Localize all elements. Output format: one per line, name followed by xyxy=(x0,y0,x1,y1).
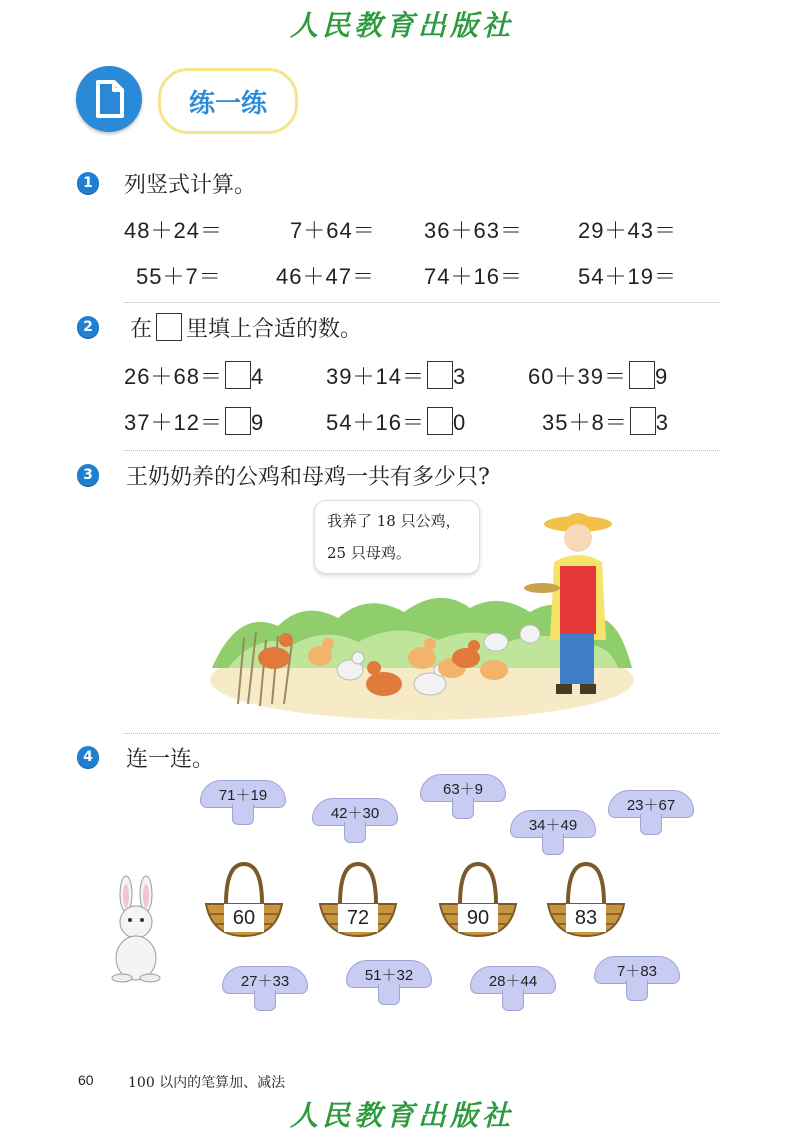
mushroom-bottom-4[interactable] xyxy=(594,956,678,1000)
answer-box[interactable] xyxy=(629,361,655,389)
mushroom-bottom-3[interactable] xyxy=(470,966,554,1010)
ex2-problem-6 xyxy=(542,406,669,437)
ex2-tail-2: 3 xyxy=(452,364,467,389)
ex2-expr-4: 37＋12＝ xyxy=(124,410,223,435)
ex1-problem-3: 36＋63＝ xyxy=(424,218,523,243)
section-doc-icon xyxy=(76,66,142,132)
ex1-problem-4: 29＋43＝ xyxy=(578,218,677,243)
ex1-problem-2: 7＋64＝ xyxy=(290,218,376,243)
ex2-expr-1: 26＋68＝ xyxy=(124,364,223,389)
mushroom-top-1[interactable] xyxy=(200,780,284,824)
mushroom-label: 71＋19 xyxy=(200,780,286,808)
exercise-number-2: 2 xyxy=(77,316,99,338)
exercise-2-title-a: 在 xyxy=(130,317,153,342)
mushroom-stem xyxy=(542,834,564,855)
answer-box[interactable] xyxy=(427,407,453,435)
ex1-problem-7: 74＋16＝ xyxy=(424,264,523,289)
answer-box[interactable] xyxy=(225,361,251,389)
ex1-problem-6: 46＋47＝ xyxy=(276,264,375,289)
mushroom-top-5[interactable] xyxy=(608,790,692,834)
speech-line-1: 我养了 18 只公鸡， xyxy=(327,512,461,530)
mushroom-label: 42＋30 xyxy=(312,798,398,826)
mushroom-label: 34＋49 xyxy=(510,810,596,838)
mushroom-label: 7＋83 xyxy=(594,956,680,984)
mushroom-stem xyxy=(626,980,648,1001)
section-title: 练一练 xyxy=(188,88,267,119)
mushroom-label: 63＋9 xyxy=(420,774,506,802)
document-icon xyxy=(76,66,142,132)
mushroom-bottom-2[interactable] xyxy=(346,960,430,1004)
ex2-tail-4: 9 xyxy=(250,410,265,435)
basket-number: 72 xyxy=(338,904,378,932)
chapter-title: 100 以内的笔算加、减法 xyxy=(128,1075,286,1091)
basket-number: 83 xyxy=(566,904,606,932)
mushroom-top-2[interactable] xyxy=(312,798,396,842)
mushroom-stem xyxy=(640,814,662,835)
mushroom-label: 27＋33 xyxy=(222,966,308,994)
basket-4[interactable] xyxy=(546,862,626,938)
ex2-tail-6: 3 xyxy=(655,410,669,435)
mushroom-top-4[interactable] xyxy=(510,810,594,854)
exercise-4-title: 连一连。 xyxy=(126,747,215,772)
exercise-2-title-b: 里填上合适的数。 xyxy=(186,317,363,342)
ex2-expr-3: 60＋39＝ xyxy=(528,364,627,389)
ex2-expr-5: 54＋16＝ xyxy=(326,410,425,435)
basket-3[interactable] xyxy=(438,862,518,938)
mushroom-top-3[interactable] xyxy=(420,774,504,818)
mushroom-stem xyxy=(344,822,366,843)
ex2-problem-1 xyxy=(124,360,264,391)
exercise-3-title: 王奶奶养的公鸡和母鸡一共有多少只? xyxy=(126,465,490,490)
divider xyxy=(124,302,720,303)
mushroom-stem xyxy=(232,804,254,825)
ex1-problem-1: 48＋24＝ xyxy=(124,218,223,243)
answer-box xyxy=(156,313,182,341)
mushroom-label: 51＋32 xyxy=(346,960,432,988)
farm-illustration xyxy=(208,508,636,722)
answer-box[interactable] xyxy=(225,407,251,435)
mushroom-stem xyxy=(452,798,474,819)
basket-number: 90 xyxy=(458,904,498,932)
answer-box[interactable] xyxy=(427,361,453,389)
divider xyxy=(124,450,720,451)
basket-number: 60 xyxy=(224,904,264,932)
mushroom-stem xyxy=(254,990,276,1011)
exercise-number-4: 4 xyxy=(77,746,99,768)
exercise-number-3: 3 xyxy=(77,464,99,486)
ex2-problem-2 xyxy=(326,360,466,391)
ex2-problem-3 xyxy=(528,360,668,391)
ex1-problem-8: 54＋19＝ xyxy=(578,264,677,289)
mushroom-bottom-1[interactable] xyxy=(222,966,306,1010)
exercise-number-1: 1 xyxy=(77,172,99,194)
ex2-problem-5 xyxy=(326,406,466,437)
publisher-logo-top: 人民教育出版社 xyxy=(290,9,515,42)
ex2-expr-2: 39＋14＝ xyxy=(326,364,425,389)
ex2-tail-5: 0 xyxy=(452,410,467,435)
section-title-frame xyxy=(158,68,298,134)
ex2-tail-3: 9 xyxy=(654,364,669,389)
rabbit-illustration xyxy=(108,874,166,984)
mushroom-stem xyxy=(502,990,524,1011)
ex2-expr-6: 35＋8＝ xyxy=(542,410,628,435)
ex1-problem-5: 55＋7＝ xyxy=(136,264,222,289)
mushroom-stem xyxy=(378,984,400,1005)
mushroom-label: 23＋67 xyxy=(608,790,694,818)
speech-line-2: 25 只母鸡。 xyxy=(327,544,411,562)
publisher-logo-bottom: 人民教育出版社 xyxy=(290,1099,515,1132)
basket-2[interactable] xyxy=(318,862,398,938)
ex2-tail-1: 4 xyxy=(250,364,265,389)
page-number: 60 xyxy=(78,1072,94,1088)
answer-box[interactable] xyxy=(630,407,656,435)
exercise-1-title: 列竖式计算。 xyxy=(124,173,257,198)
exercise-2-title xyxy=(130,312,362,343)
basket-1[interactable] xyxy=(204,862,284,938)
mushroom-label: 28＋44 xyxy=(470,966,556,994)
ex2-problem-4 xyxy=(124,406,264,437)
divider xyxy=(124,733,720,734)
